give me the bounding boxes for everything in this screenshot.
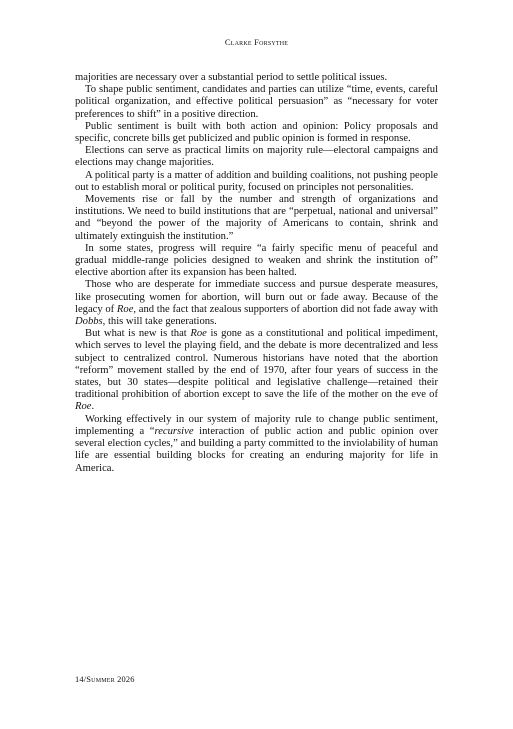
italic-text: Roe — [116, 303, 134, 315]
paragraph — [75, 279, 438, 328]
text-run: . — [91, 401, 95, 413]
paragraph — [75, 194, 438, 243]
text-run: But what is new is that — [85, 328, 191, 340]
article-body — [75, 72, 438, 475]
paragraph — [75, 84, 438, 121]
paragraph — [75, 414, 438, 475]
paragraph — [75, 121, 438, 145]
text-run: Working effectively in our system of majority rule to change public sentiment, implementing a “ — [75, 413, 438, 437]
paragraph — [75, 145, 438, 169]
paragraph — [75, 170, 438, 194]
paragraph — [75, 72, 438, 84]
text-run: Movements rise or fall by the number and strength of organizations and institutions. We need to build institutions that are “perpetual, national and universal” and “beyond the power of the majority of Americans to contain, shrink and ultimately extinguish the institution.” — [75, 194, 438, 242]
text-run: , this will take generations. — [102, 316, 217, 328]
text-run: Elections can serve as practical limits on majority rule—electoral campaigns and elections may change majorities. — [75, 145, 438, 169]
text-run: A political party is a matter of addition and building coalitions, not pushing people out to establish moral or political purity, focused on principles not personalities. — [75, 169, 438, 193]
running-head: Clarke Forsythe — [224, 37, 289, 47]
text-run: Those who are desperate for immediate success and pursue desperate measures, like prosecuting women for abortion, will burn out or fade away. Because of the legacy of — [75, 279, 438, 315]
text-run: majorities are necessary over a substantial period to settle political issues. — [75, 72, 388, 83]
page-folio: 14/Summer 2026 — [75, 675, 135, 684]
text-run: In some states, progress will require “a fairly specific menu of peaceful and gradual middle-range policies designed to weaken and shrink the institution of” elective abortion after its expansion has been halted. — [75, 242, 438, 279]
text-run: To shape public sentiment, candidates and parties can utilize “time, events, careful political organization, and effective political persuasion” as “necessary for voter preferences to shift” in a positive direction. — [75, 84, 438, 120]
text-run: Public sentiment is built with both action and opinion: Policy proposals and specific, concrete bills get publicized and public opinion is formed in response. — [75, 120, 438, 145]
italic-text: Dobbs — [75, 316, 103, 328]
text-run: is gone as a constitutional and political impediment, which serves to level the playing field, and the debate is more decentralized and less subject to centralized control. Numerous historians have noted that the abortion “reform” movement stalled by the end of 1970, after four years of success in the states, but 30 states—despite political and legislative challenge—retained their traditional prohibition of abortion except to save the life of the mother on the eve of — [75, 328, 438, 401]
italic-text: recursive — [154, 425, 194, 437]
paragraph — [75, 328, 438, 413]
text-run: interaction of public action and public opinion over several election cycles,” and building a party committed to the inviolability of human life are essential building blocks for creating an enduring majority for life in America. — [75, 425, 438, 474]
text-run: , and the fact that zealous supporters of abortion did not fade away with — [133, 303, 439, 315]
italic-text: Roe — [75, 401, 92, 413]
paragraph — [75, 243, 438, 280]
italic-text: Roe — [190, 328, 207, 340]
